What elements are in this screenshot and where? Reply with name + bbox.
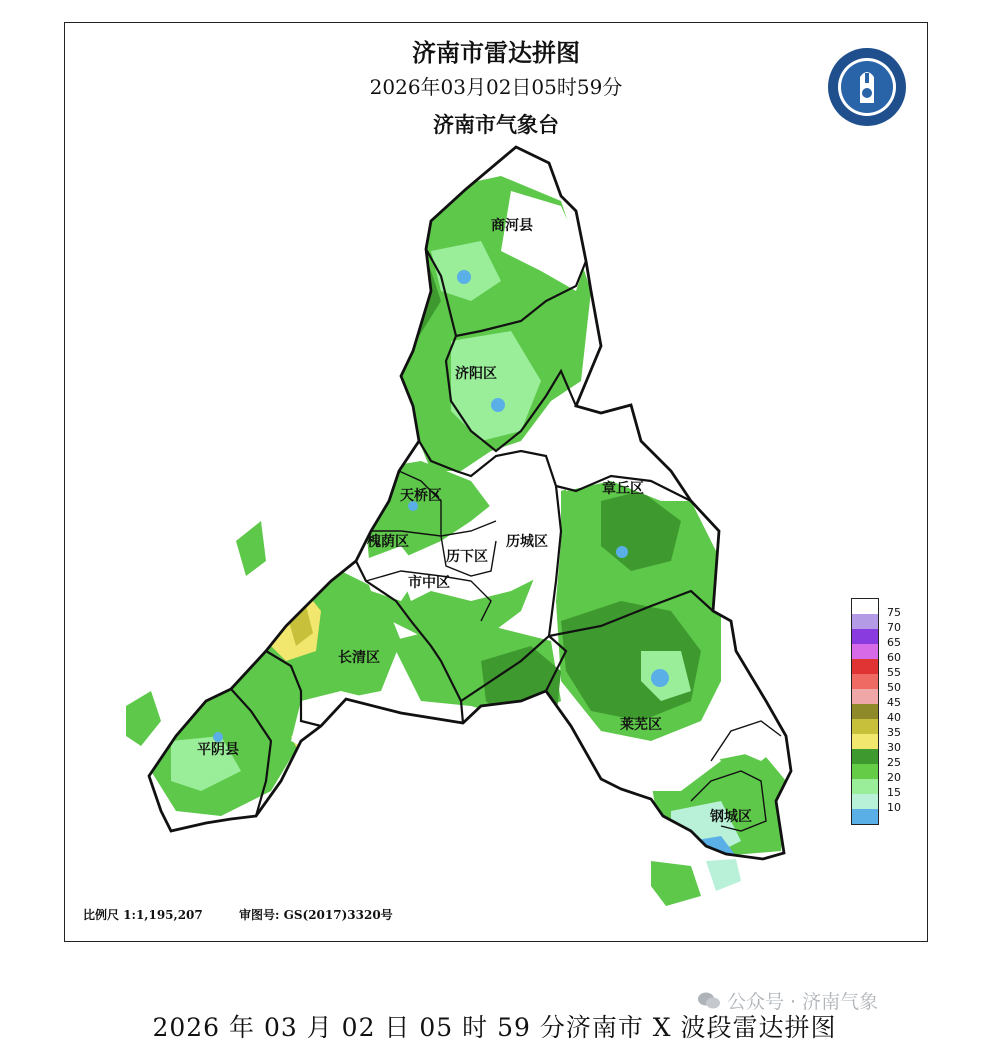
map-timestamp: 2026年03月02日05时59分 [369, 75, 623, 99]
legend-value: 60 [887, 651, 901, 664]
label-shizhong: 市中区 [408, 575, 450, 591]
legend-swatch [851, 719, 879, 734]
legend-value: 45 [887, 696, 901, 709]
label-jiyang: 济阳区 [455, 366, 497, 382]
legend-value: 55 [887, 666, 901, 679]
legend-swatch [851, 659, 879, 674]
legend-swatch [851, 614, 879, 629]
legend-swatch [851, 644, 879, 659]
figure-caption: 2026 年 03 月 02 日 05 时 59 分济南市 X 波段雷达拼图 [152, 1013, 837, 1042]
legend-swatch [851, 794, 879, 809]
map-review-number: 审图号: GS(2017)3320号 [239, 908, 393, 922]
label-changqing: 长清区 [338, 650, 380, 666]
label-pingyin: 平阴县 [197, 742, 239, 758]
label-shanghe: 商河县 [491, 218, 533, 234]
legend-swatch [851, 779, 879, 794]
label-zhangqiu: 章丘区 [602, 481, 644, 497]
watermark-text: 公众号 · 济南气象 [727, 991, 879, 1013]
legend-swatch [851, 629, 879, 644]
legend-swatch [851, 734, 879, 749]
legend-value: 20 [887, 771, 901, 784]
legend-swatch [851, 764, 879, 779]
legend-swatch [851, 704, 879, 719]
legend-value: 35 [887, 726, 901, 739]
legend [851, 598, 901, 825]
legend-value: 40 [887, 711, 901, 724]
map-agency: 济南市气象台 [433, 112, 559, 137]
legend-value: 75 [887, 606, 901, 619]
legend-swatch [851, 674, 879, 689]
label-licheng: 历城区 [506, 534, 548, 550]
legend-value: 25 [887, 756, 901, 769]
legend-value: 15 [887, 786, 901, 799]
legend-swatch [851, 689, 879, 704]
legend-swatch [851, 599, 879, 614]
label-tianqiao: 天桥区 [400, 488, 442, 504]
label-laiwu: 莱芜区 [620, 717, 662, 733]
map-scale: 比例尺 1:1,195,207 [83, 908, 203, 922]
label-huaiyin: 槐荫区 [367, 534, 409, 550]
radar-map [65, 23, 927, 941]
legend-swatch [851, 809, 879, 824]
legend-swatch [851, 749, 879, 764]
legend-value: 70 [887, 621, 901, 634]
radar-echo-layer [65, 141, 821, 941]
legend-value: 10 [887, 801, 901, 814]
label-lixia: 历下区 [446, 549, 488, 565]
legend-value: 50 [887, 681, 901, 694]
legend-value: 65 [887, 636, 901, 649]
label-gangcheng: 钢城区 [710, 809, 752, 825]
radar-map-frame [64, 22, 928, 942]
legend-value: 30 [887, 741, 901, 754]
map-title: 济南市雷达拼图 [412, 38, 580, 67]
